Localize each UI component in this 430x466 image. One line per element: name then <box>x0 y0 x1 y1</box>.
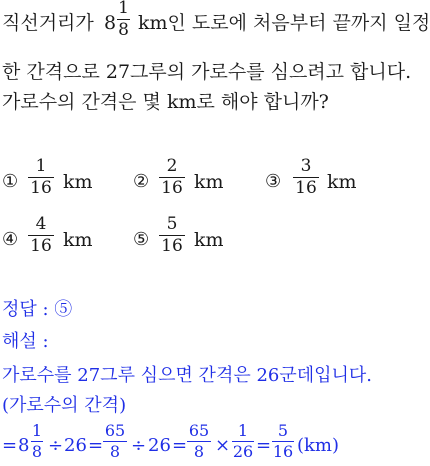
choice-1-marker: ① <box>2 171 19 192</box>
fraction-numerator: 3 <box>300 156 312 176</box>
fraction-denominator: 8 <box>31 442 43 461</box>
fraction-numerator: 5 <box>166 214 178 234</box>
fraction-numerator: 65 <box>104 421 126 440</box>
equation-fraction-65-8-a <box>103 423 127 460</box>
choice-5-marker: ⑤ <box>133 229 150 250</box>
equation-divide-2: ÷ <box>131 435 147 456</box>
choice-3-fraction <box>293 158 319 197</box>
fraction-denominator: 16 <box>30 178 52 198</box>
choice-4-unit: km <box>63 229 93 251</box>
fraction-numerator: 65 <box>188 421 210 440</box>
choice-5-fraction <box>159 216 185 255</box>
equation-unit: (km) <box>297 435 340 456</box>
answer-label: 정답 : ⑤ <box>2 299 73 320</box>
explanation-line1: 가로수를 27그루 심으면 간격은 26군데입니다. <box>2 365 373 386</box>
fraction-numerator: 2 <box>166 156 178 176</box>
equation-fraction-1-26 <box>232 423 254 460</box>
question-line2: 한 간격으로 27그루의 가로수를 심으려고 합니다. <box>2 61 412 83</box>
fraction-numerator: 1 <box>31 421 43 440</box>
equation-fraction-1-8 <box>31 423 43 460</box>
equation-fraction-65-8-b <box>187 423 211 460</box>
fraction-denominator: 16 <box>272 442 294 461</box>
fraction-denominator: 16 <box>161 178 183 198</box>
mixed-number-whole: 8 <box>104 12 117 34</box>
question-line1-suffix: km인 도로에 처음부터 끝까지 일정 <box>138 12 430 34</box>
fraction-numerator: 1 <box>35 156 47 176</box>
fraction-numerator: 4 <box>35 214 47 234</box>
choice-2-unit: km <box>194 171 224 193</box>
choice-3-unit: km <box>327 171 357 193</box>
choice-2-fraction <box>159 158 185 197</box>
choice-1-fraction <box>28 158 54 197</box>
fraction-numerator: 5 <box>277 421 289 440</box>
equation-26-b: 26 <box>148 435 171 456</box>
choice-3-marker: ③ <box>265 171 282 192</box>
equation-equals-1: = <box>2 435 18 456</box>
equation-26-a: 26 <box>64 435 87 456</box>
fraction-denominator: 16 <box>161 236 183 256</box>
question-line3: 가로수의 간격은 몇 km로 해야 합니까? <box>2 91 329 113</box>
equation-equals-4: = <box>256 435 272 456</box>
equation-equals-2: = <box>88 435 104 456</box>
fraction-denominator: 16 <box>30 236 52 256</box>
choice-4-fraction <box>28 216 54 255</box>
explanation-line2: (가로수의 간격) <box>2 395 127 416</box>
fraction-numerator: 1 <box>118 0 129 18</box>
choice-2-marker: ② <box>133 171 150 192</box>
equation-equals-3: = <box>172 435 188 456</box>
equation-divide-1: ÷ <box>48 435 64 456</box>
fraction-numerator: 1 <box>237 421 249 440</box>
fraction-denominator: 8 <box>193 442 205 461</box>
fraction-denominator: 8 <box>118 20 129 40</box>
fraction-denominator: 8 <box>109 442 121 461</box>
equation-fraction-5-16 <box>272 423 294 460</box>
choice-1-unit: km <box>63 171 93 193</box>
mixed-number-fraction <box>117 0 130 39</box>
fraction-denominator: 26 <box>232 442 254 461</box>
equation-whole-8: 8 <box>18 435 30 456</box>
fraction-denominator: 16 <box>295 178 317 198</box>
equation-times: × <box>215 435 231 456</box>
question-line1-prefix: 직선거리가 <box>2 12 94 34</box>
choice-5-unit: km <box>194 229 224 251</box>
choice-4-marker: ④ <box>2 229 19 250</box>
explanation-label: 해설 : <box>2 331 49 352</box>
